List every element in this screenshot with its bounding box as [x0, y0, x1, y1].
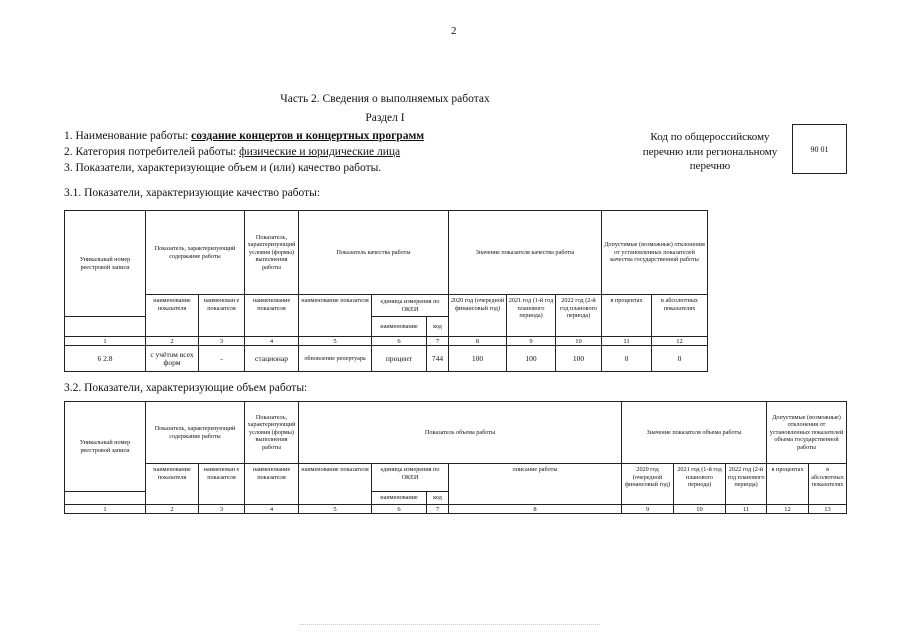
sub-name-indicator-2: наименован е показателя: [199, 295, 245, 337]
consumer-category-line: [64, 146, 400, 158]
volume-table: [64, 401, 847, 514]
header-values: Значение показателя объема работы: [622, 402, 767, 464]
col-number: 1: [65, 337, 146, 346]
col-number: 3: [199, 505, 245, 514]
header-deviation: Допустимые (возможные) отклонения от установленных показателей качества государственной работы: [602, 211, 708, 295]
work-name-value: создание концертов и концертных программ: [191, 130, 425, 142]
sub-year-2022: 2022 год (2-й год планового периода): [726, 464, 767, 505]
header-quality: Показатель качества работы: [299, 211, 449, 295]
row-value-2020: 100: [449, 346, 507, 372]
consumer-category-prefix: 2. Категория потребителей работы:: [64, 146, 240, 158]
work-name-line: [64, 130, 424, 142]
sub-description: описание работы: [449, 464, 622, 505]
col-number: 9: [507, 337, 556, 346]
row-value-2022: 100: [556, 346, 602, 372]
page-number: 2: [451, 25, 457, 37]
col-number: 8: [449, 337, 507, 346]
part-title: Часть 2. Сведения о выполняемых работах: [280, 93, 490, 105]
header-condition: Показатель, характеризующий условия (формы) выполнения работы: [245, 402, 299, 464]
sub-name-indicator-3: наименование показателя: [245, 464, 299, 505]
code-label-3: перечню: [689, 160, 731, 172]
header-content: Показатель, характеризующий содержание работы: [146, 211, 245, 295]
scan-artifact-divider: [300, 624, 600, 626]
col-number: 6: [372, 337, 427, 346]
sub-name-indicator-2: наименован е показателя: [199, 464, 245, 505]
sub-percent: в процентах: [602, 295, 652, 337]
sub-year-2021: 2021 год (1-й год планового периода): [674, 464, 726, 505]
header-condition: Показатель, характеризующий условия (формы) выполнения работы: [245, 211, 299, 295]
consumer-category-value: физические и юридические лица: [239, 146, 401, 158]
row-content: с учётом всех форм: [146, 346, 199, 372]
sub-unit: единица измерения по ОКЕИ: [372, 464, 449, 492]
sub-unit-code: код: [427, 492, 449, 505]
volume-heading: 3.2. Показатели, характеризующие объем работы:: [64, 382, 308, 394]
col-number: 2: [146, 337, 199, 346]
header-deviation: Допустимые (возможные) отклонения от установленных показателей объема государственной работы: [767, 402, 847, 464]
code-box: 90 01: [792, 124, 847, 174]
sub-year-2021: 2021 год (1-й год планового периода): [507, 295, 556, 337]
row-unit-code: 744: [427, 346, 449, 372]
col-number: 10: [674, 505, 726, 514]
col-number: 4: [245, 337, 299, 346]
col-number: 7: [427, 337, 449, 346]
header-volume: Показатель объема работы: [299, 402, 622, 464]
row-dev-percent: 0: [602, 346, 652, 372]
sub-year-2022: 2022 год (2-й год планового периода): [556, 295, 602, 337]
row-id: 6 2.8: [65, 346, 146, 372]
col-number: 2: [146, 505, 199, 514]
col-number: 12: [767, 505, 809, 514]
sub-year-2020: 2020 год (очередной финансовый год): [622, 464, 674, 505]
sub-unit-name: наименование: [372, 317, 427, 337]
col-number: 12: [652, 337, 708, 346]
sub-unit-code: код: [427, 317, 449, 337]
code-label-2: перечню или региональному: [642, 145, 778, 158]
sub-name-indicator-4: наименование показателя: [299, 295, 372, 337]
col-number: 5: [299, 337, 372, 346]
indicators-line: 3. Показатели, характеризующие объем и (или) качество работы.: [64, 162, 382, 174]
code-label-1: Код по общероссийскому: [650, 131, 770, 143]
header-values: Значение показателя качества работы: [449, 211, 602, 295]
code-label: [628, 130, 792, 174]
sub-absolute: в абсолютных показателях: [809, 464, 847, 505]
sub-unit: единица измерения по ОКЕИ: [372, 295, 449, 317]
row-unit-name: процент: [372, 346, 427, 372]
sub-name-indicator-1: наименование показателя: [146, 464, 199, 505]
sub-name-indicator-4: наименование показателя: [299, 464, 372, 505]
section-title: Раздел I: [365, 112, 405, 124]
col-number: 1: [65, 505, 146, 514]
row-condition: стационар: [245, 346, 299, 372]
row-indicator: обновление репертуара: [299, 346, 372, 372]
sub-year-2020: 2020 год (очередной финансовый год): [449, 295, 507, 337]
col-number: 6: [372, 505, 427, 514]
col-number: 10: [556, 337, 602, 346]
quality-table: [64, 210, 708, 372]
row-content-2: -: [199, 346, 245, 372]
col-number: 3: [199, 337, 245, 346]
col-number: 5: [299, 505, 372, 514]
col-number: 7: [427, 505, 449, 514]
sub-unit-name: наименование: [372, 492, 427, 505]
col-number: 8: [449, 505, 622, 514]
col-number: 9: [622, 505, 674, 514]
col-number: 11: [726, 505, 767, 514]
sub-absolute: в абсолютных показателях: [652, 295, 708, 337]
row-value-2021: 100: [507, 346, 556, 372]
quality-heading: 3.1. Показатели, характеризующие качество работы:: [64, 187, 321, 199]
col-number: 4: [245, 505, 299, 514]
header-content: Показатель, характеризующий содержание работы: [146, 402, 245, 464]
col-number: 13: [809, 505, 847, 514]
header-unique: Уникальный номер реестровой записи: [65, 211, 146, 317]
sub-name-indicator-3: наименование показателя: [245, 295, 299, 337]
work-name-prefix: 1. Наименование работы:: [64, 130, 192, 142]
col-number: 11: [602, 337, 652, 346]
row-dev-absolute: 0: [652, 346, 708, 372]
header-unique: Уникальный номер реестровой записи: [65, 402, 146, 492]
sub-name-indicator-1: наименование показателя: [146, 295, 199, 337]
sub-percent: в процентах: [767, 464, 809, 505]
